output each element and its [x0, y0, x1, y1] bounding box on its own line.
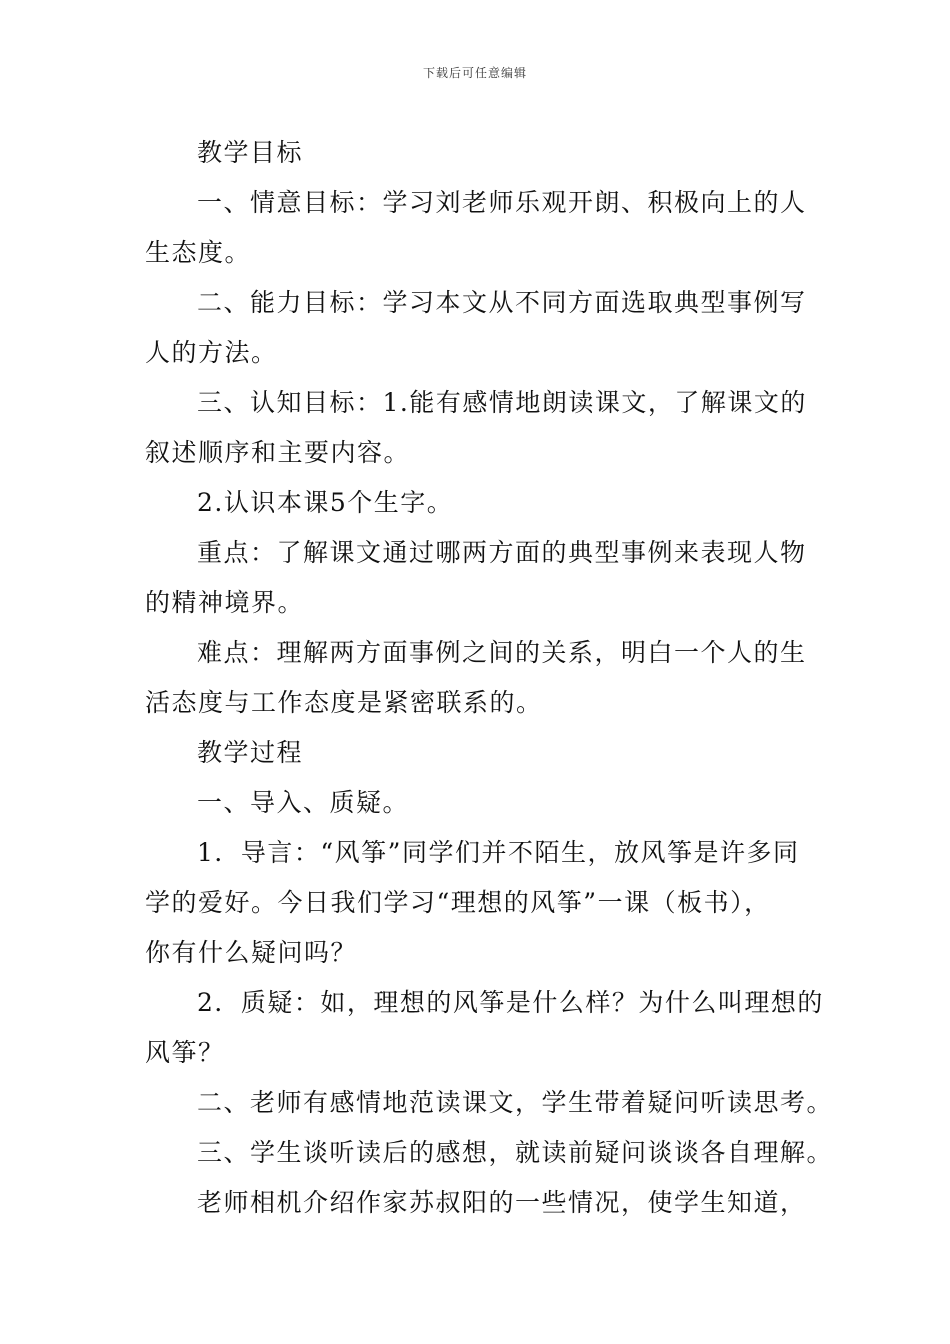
text-line: 生态度。: [145, 238, 252, 267]
text-line: 一、导入、质疑。: [197, 788, 410, 817]
text-line: 二、能力目标：学习本文从不同方面选取典型事例写: [197, 288, 807, 317]
text-line: 的精神境界。: [145, 588, 305, 617]
text-line: 难点：理解两方面事例之间的关系，明白一个人的生: [197, 638, 807, 667]
text-line: 叙述顺序和主要内容。: [145, 438, 411, 467]
page-header: 下载后可任意编辑: [422, 66, 527, 80]
text-line: 2．质疑：如，理想的风筝是什么样？为什么叫理想的: [197, 988, 824, 1017]
text-line: 学的爱好。今日我们学习“理想的风筝”一课（板书），: [145, 888, 771, 917]
text-line: 二、老师有感情地范读课文，学生带着疑问听读思考。: [197, 1088, 834, 1117]
text-line: 三、认知目标：1.能有感情地朗读课文，了解课文的: [197, 388, 807, 417]
text-line: 人的方法。: [145, 338, 278, 367]
text-line: 风筝？: [145, 1038, 225, 1067]
text-line: 三、学生谈听读后的感想，就读前疑问谈谈各自理解。: [197, 1138, 834, 1167]
text-line: 2.认识本课5个生字。: [197, 488, 454, 517]
text-line: 你有什么疑问吗？: [145, 938, 358, 967]
text-line: 教学目标: [197, 138, 304, 167]
text-line: 活态度与工作态度是紧密联系的。: [145, 688, 543, 717]
text-line: 1．导言：“风筝”同学们并不陌生，放风筝是许多同: [197, 838, 800, 867]
text-line: 老师相机介绍作家苏叔阳的一些情况，使学生知道，: [197, 1188, 807, 1217]
text-line: 一、情意目标：学习刘老师乐观开朗、积极向上的人: [197, 188, 807, 217]
document-body: [145, 128, 834, 1228]
text-line: 教学过程: [197, 738, 304, 767]
text-line: 重点：了解课文通过哪两方面的典型事例来表现人物: [197, 538, 807, 567]
